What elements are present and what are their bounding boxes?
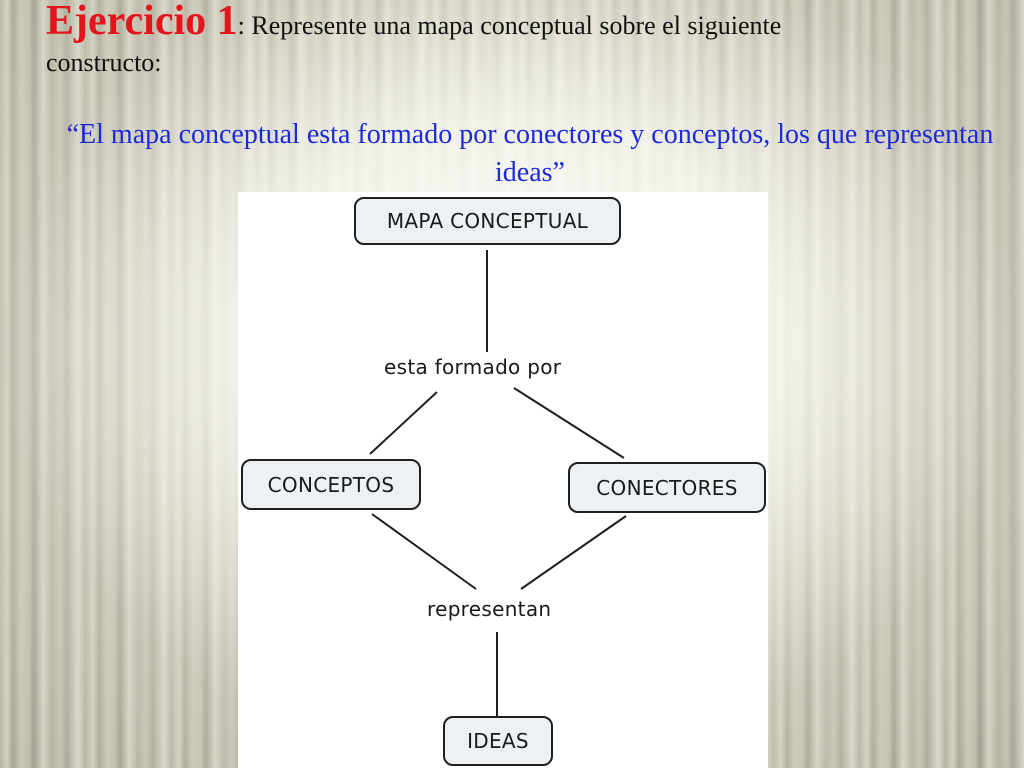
exercise-instruction-continued: constructo:: [46, 48, 162, 77]
exercise-label: Ejercicio 1: [46, 0, 238, 44]
node-conceptos: CONCEPTOS: [241, 459, 421, 510]
exercise-instruction: : Represente una mapa conceptual sobre el siguiente: [237, 11, 782, 40]
node-mapa-conceptual: MAPA CONCEPTUAL: [354, 197, 621, 245]
node-ideas: IDEAS: [443, 716, 553, 766]
connector-upper-link-to-right: [514, 388, 624, 458]
slide-header: [46, 0, 1006, 78]
connector-right-to-lower-link: [521, 516, 626, 589]
connector-left-to-lower-link: [372, 514, 476, 589]
node-conectores: CONECTORES: [568, 462, 766, 513]
concept-map-panel: [238, 192, 768, 768]
slide-title: [46, 0, 1006, 42]
link-label-representan: representan: [427, 597, 552, 621]
construct-quote: “El mapa conceptual esta formado por conectores y conceptos, los que representan ideas”: [66, 119, 994, 188]
link-label-esta-formado-por: esta formado por: [384, 355, 562, 379]
connector-upper-link-to-left: [370, 392, 437, 454]
